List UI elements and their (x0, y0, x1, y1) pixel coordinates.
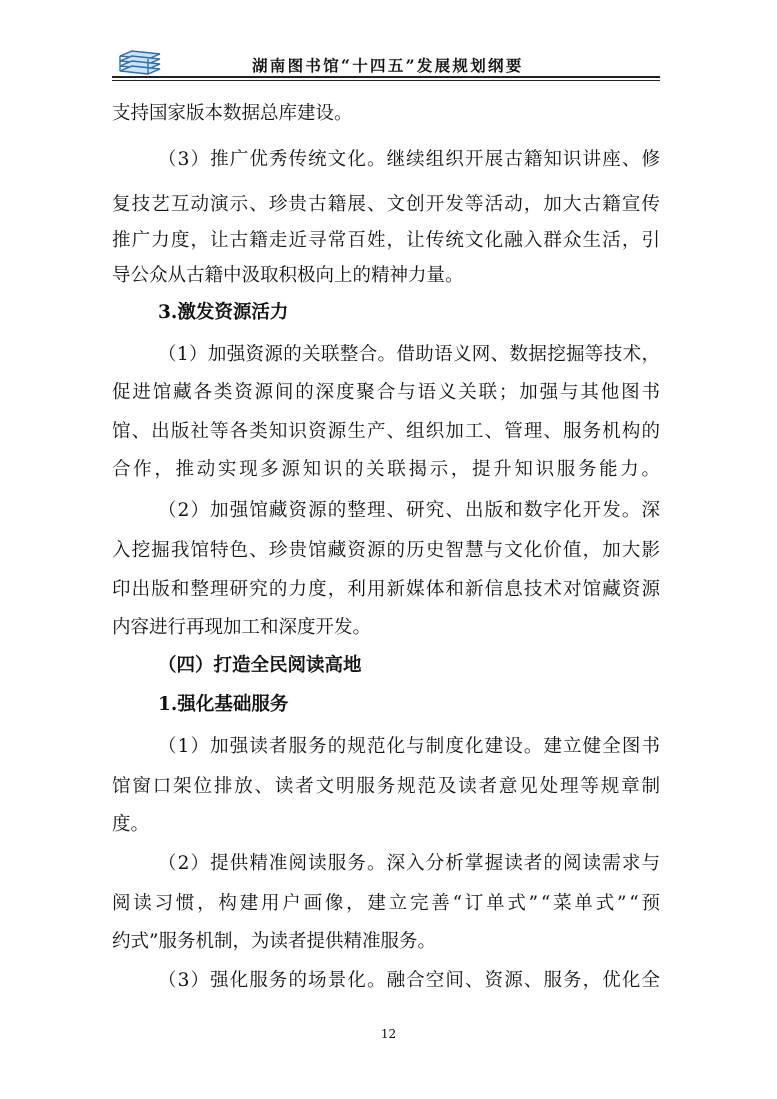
paragraph-line: 馆、出版社等各类知识资源生产、组织加工、管理、服务机构的 (112, 421, 662, 442)
paragraph-line: 入挖掘我馆特色、珍贵馆藏资源的历史智慧与文化价值，加大影 (112, 540, 662, 561)
paragraph-line: 印出版和整理研究的力度，利用新媒体和新信息技术对馆藏资源 (112, 579, 662, 600)
paragraph-line: （2）提供精准阅读服务。深入分析掌握读者的阅读需求与 (158, 853, 662, 874)
paragraph-line: 度。 (112, 814, 150, 835)
document-header-title: 湖南图书馆“十四五”发展规划纲要 (252, 56, 524, 75)
section-heading: 1.强化基础服务 (158, 694, 289, 715)
paragraph-line: 内容进行再现加工和深度开发。 (112, 617, 372, 638)
paragraph-line: 合作，推动实现多源知识的关联揭示，提升知识服务能力。 (112, 459, 663, 480)
paragraph-line: （2）加强馆藏资源的整理、研究、出版和数字化开发。深 (158, 500, 662, 521)
paragraph-line: 支持国家版本数据总库建设。 (112, 103, 353, 124)
paragraph-line: 导公众从古籍中汲取积极向上的精神力量。 (112, 265, 464, 286)
paragraph-line: 复技艺互动演示、珍贵古籍展、文创开发等活动，加大古籍宣传 (112, 194, 662, 215)
header-rule-thick (112, 76, 660, 78)
paragraph-line: （3）推广优秀传统文化。继续组织开展古籍知识讲座、修 (158, 149, 662, 170)
paragraph-line: （1）加强读者服务的规范化与制度化建设。建立健全图书 (158, 736, 662, 757)
library-book-stack-logo-icon (118, 48, 162, 76)
page-number: 12 (380, 1027, 397, 1041)
page-header (112, 46, 660, 80)
paragraph-line: （3）强化服务的场景化。融合空间、资源、服务，优化全 (158, 970, 662, 991)
paragraph-line: 馆窗口架位排放、读者文明服务规范及读者意见处理等规章制 (112, 776, 662, 797)
header-rule-thin (112, 80, 660, 81)
chapter-heading: （四）打造全民阅读高地 (158, 655, 362, 676)
paragraph-line: 阅读习惯，构建用户画像，建立完善“订单式”“菜单式”“预 (112, 893, 663, 914)
paragraph-line: （1）加强资源的关联整合。借助语义网、数据挖掘等技术， (158, 344, 661, 365)
paragraph-line: 促进馆藏各类资源间的深度聚合与语义关联；加强与其他图书 (112, 382, 662, 403)
paragraph-line: 约式”服务机制，为读者提供精准服务。 (112, 931, 436, 952)
paragraph-line: 推广力度，让古籍走近寻常百姓，让传统文化融入群众生活，引 (112, 230, 662, 251)
section-heading: 3.激发资源活力 (158, 302, 289, 323)
